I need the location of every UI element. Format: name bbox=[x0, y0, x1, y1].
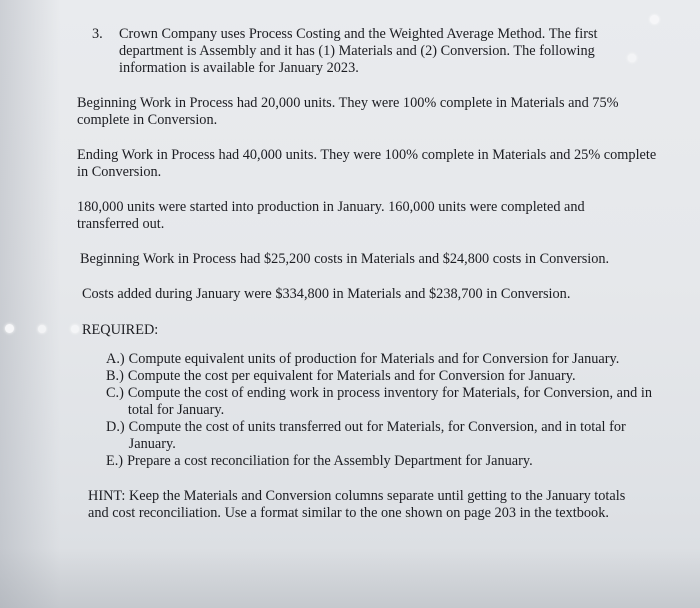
required-item-e bbox=[106, 453, 666, 470]
question-number: 3. bbox=[92, 26, 103, 42]
required-item-text: Compute the cost of ending work in process inventory for Materials, for Conversion, and in total for January. bbox=[127, 385, 652, 418]
required-item-label: C.) bbox=[106, 385, 124, 401]
required-item-text: Compute the cost per equivalent for Materials and for Conversion for January. bbox=[127, 368, 576, 384]
light-reflection bbox=[71, 325, 79, 333]
required-item-text: Prepare a cost reconciliation for the Assembly Department for January. bbox=[127, 453, 533, 469]
shadow-left bbox=[0, 0, 60, 608]
units-started-paragraph: 180,000 units were started into production in January. 160,000 units were completed and transferred out. bbox=[77, 199, 585, 232]
beginning-wip-units-paragraph: Beginning Work in Process had 20,000 units. They were 100% complete in Materials and 75% complete in Conversion. bbox=[77, 95, 619, 128]
light-reflection bbox=[5, 324, 14, 333]
required-item-c bbox=[106, 385, 666, 419]
required-item-text: Compute the cost of units transferred out for Materials, for Conversion, and in total for January. bbox=[128, 419, 626, 452]
required-heading: REQUIRED: bbox=[82, 322, 159, 338]
required-item-label: A.) bbox=[106, 351, 125, 367]
ending-wip-units-paragraph: Ending Work in Process had 40,000 units. They were 100% complete in Materials and 25% complete in Conversion. bbox=[77, 147, 657, 180]
required-item-a bbox=[106, 351, 666, 368]
question-text: Crown Company uses Process Costing and the Weighted Average Method. The first department is Assembly and it has (1) Materials and (2) Conversion. The following information is available for January 2023. bbox=[119, 26, 598, 76]
required-item-b bbox=[106, 368, 666, 385]
required-item-label: B.) bbox=[106, 368, 124, 384]
light-reflection bbox=[650, 15, 659, 24]
required-item-d bbox=[106, 419, 666, 453]
beginning-wip-costs-paragraph: Beginning Work in Process had $25,200 costs in Materials and $24,800 costs in Conversion. bbox=[80, 251, 610, 267]
required-item-label: D.) bbox=[106, 419, 125, 435]
required-item-text: Compute equivalent units of production for Materials and for Conversion for January. bbox=[128, 351, 620, 367]
light-reflection bbox=[38, 325, 46, 333]
required-list bbox=[106, 351, 666, 470]
costs-added-paragraph: Costs added during January were $334,800 in Materials and $238,700 in Conversion. bbox=[82, 286, 571, 302]
hint-paragraph: HINT: Keep the Materials and Conversion columns separate until getting to the January totals and cost reconciliation. Use a format similar to the one shown on page 203 in the textbook. bbox=[88, 488, 626, 521]
required-item-label: E.) bbox=[106, 453, 124, 469]
shadow-bottom bbox=[0, 548, 700, 608]
